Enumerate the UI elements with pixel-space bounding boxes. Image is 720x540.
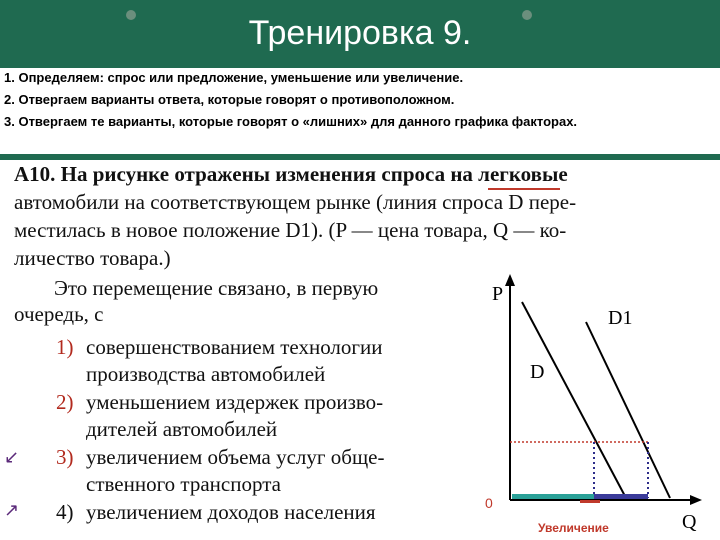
option-4-line-1: увеличением доходов населения: [86, 500, 376, 524]
task-line-4: личество товара.): [14, 246, 171, 270]
title-board: [0, 0, 720, 70]
d-label: D: [530, 361, 545, 383]
task-line-5: Это перемещение связано, в первую: [54, 276, 379, 300]
option-4-number: 4): [56, 500, 74, 524]
p-axis-label: P: [492, 283, 504, 305]
p-axis-arrow-icon: [505, 274, 515, 286]
rule-1: 1. Определяем: спрос или предложение, уменьшение или увеличение.: [4, 70, 464, 85]
option-1-line-2: производства автомобилей: [86, 362, 326, 386]
option-3-number: 3): [56, 445, 74, 469]
task-line-6: очередь, с: [14, 302, 104, 326]
increase-accent: [580, 500, 600, 503]
increase-bar: [594, 494, 648, 499]
arrow-up-right-icon: ↗: [4, 500, 20, 520]
d1-label: D1: [608, 307, 633, 329]
origin-label: 0: [485, 495, 493, 511]
task-line-2: автомобили на соответствующем рынке (линия спроса D пере-: [14, 190, 577, 214]
demand-curve-d: [522, 302, 626, 498]
option-2-number: 2): [56, 390, 74, 414]
rules-block: [0, 68, 720, 154]
rule-3: 3. Отвергаем те варианты, которые говорят о «лишних» для данного графика факторах.: [4, 114, 578, 129]
task-line-3: местилась в новое положение D1). (P — цена товара, Q — ко-: [14, 218, 567, 242]
emphasis-underline: [488, 188, 560, 190]
option-2-line-2: дителей автомобилей: [86, 417, 278, 441]
option-3-line-2: ственного транспорта: [86, 472, 281, 496]
arrow-down-left-icon: ↙: [4, 447, 20, 467]
task-line-1: А10. На рисунке отражены изменения спроса на легковые: [14, 162, 568, 186]
slide-title: Тренировка 9.: [248, 14, 472, 52]
q-axis-arrow-icon: [690, 495, 702, 505]
demand-curve-d1: [586, 322, 670, 498]
option-2-line-1: уменьшением издержек произво-: [86, 390, 384, 414]
option-1-line-1: совершенствованием технологии: [86, 335, 383, 359]
rule-2: 2. Отвергаем варианты ответа, которые говорят о противоположном.: [4, 92, 455, 107]
divider: [0, 154, 720, 160]
increase-label: Увеличение: [538, 521, 609, 535]
option-3-line-1: увеличением объема услуг обще-: [86, 445, 385, 469]
option-1-number: 1): [56, 335, 74, 359]
initial-quantity-bar: [512, 494, 594, 499]
demand-shift-graph: [468, 272, 720, 540]
q-axis-label: Q: [682, 511, 697, 533]
